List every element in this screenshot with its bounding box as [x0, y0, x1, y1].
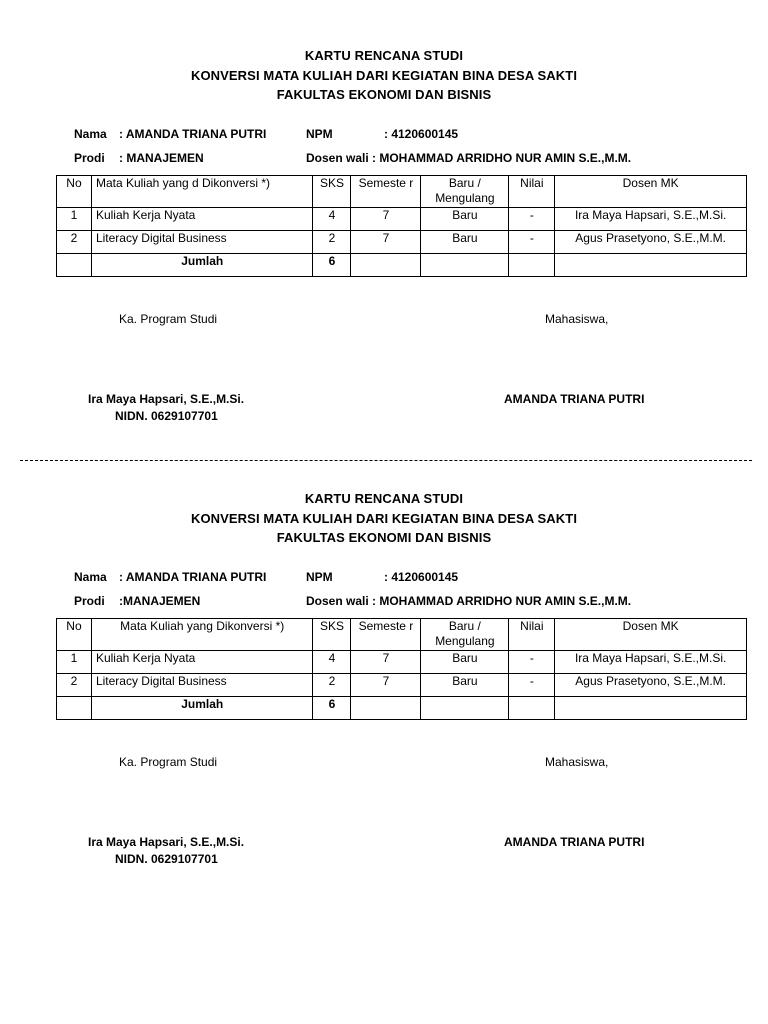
cell-no: 1	[57, 208, 92, 231]
prodi-value: :MANAJEMEN	[119, 594, 201, 608]
cell-semester: 7	[351, 208, 421, 231]
nama-value: : AMANDA TRIANA PUTRI	[119, 570, 267, 584]
header-sks: SKS	[313, 176, 351, 208]
table-row	[57, 208, 747, 231]
nama-label: Nama	[74, 570, 107, 584]
table-row	[57, 651, 747, 674]
header-dosen-mk: Dosen MK	[555, 176, 747, 208]
course-table	[56, 175, 747, 277]
cell-empty	[351, 254, 421, 277]
header-nilai: Nilai	[509, 619, 555, 651]
title-line-1: KARTU RENCANA STUDI	[304, 48, 464, 63]
npm-label: NPM	[306, 570, 333, 584]
cell-dosen: Ira Maya Hapsari, S.E.,M.Si.	[555, 651, 747, 674]
npm-value: : 4120600145	[384, 570, 459, 584]
title-line-2: KONVERSI MATA KULIAH DARI KEGIATAN BINA DESA SAKTI	[190, 67, 578, 83]
cell-status: Baru	[421, 208, 509, 231]
table-header-row	[57, 176, 747, 208]
mahasiswa-label: Mahasiswa,	[545, 755, 609, 769]
cell-empty	[421, 254, 509, 277]
cell-empty	[351, 697, 421, 720]
header-sks: SKS	[313, 619, 351, 651]
cell-sks: 2	[313, 231, 351, 254]
cell-no: 1	[57, 651, 92, 674]
cell-nilai: -	[509, 651, 555, 674]
table-row	[57, 231, 747, 254]
cell-no: 2	[57, 231, 92, 254]
cut-line-divider	[20, 460, 752, 461]
cell-nilai: -	[509, 208, 555, 231]
header-baru-mengulang: Baru / Mengulang	[421, 619, 509, 651]
kaprodi-nidn: NIDN. 0629107701	[115, 409, 218, 423]
cell-sks: 4	[313, 208, 351, 231]
cell-empty	[509, 697, 555, 720]
header-mata-kuliah: Mata Kuliah yang d Dikonversi *)	[91, 176, 313, 208]
npm-value: : 4120600145	[384, 127, 459, 141]
mahasiswa-label: Mahasiswa,	[545, 312, 609, 326]
cell-dosen: Ira Maya Hapsari, S.E.,M.Si.	[555, 208, 747, 231]
cell-mata-kuliah: Kuliah Kerja Nyata	[91, 651, 313, 674]
total-label: Jumlah	[91, 254, 313, 277]
title-line-1: KARTU RENCANA STUDI	[304, 491, 464, 506]
header-nilai: Nilai	[509, 176, 555, 208]
header-dosen-mk: Dosen MK	[555, 619, 747, 651]
cell-semester: 7	[351, 651, 421, 674]
title-line-3: FAKULTAS EKONOMI DAN BISNIS	[276, 530, 492, 545]
table-header-row	[57, 619, 747, 651]
cell-status: Baru	[421, 651, 509, 674]
cell-nilai: -	[509, 231, 555, 254]
cell-empty	[555, 697, 747, 720]
cell-empty	[57, 697, 92, 720]
cell-semester: 7	[351, 674, 421, 697]
dosen-wali: Dosen wali : MOHAMMAD ARRIDHO NUR AMIN S.E.,M.M.	[306, 594, 632, 608]
header-no: No	[57, 176, 92, 208]
mahasiswa-name: AMANDA TRIANA PUTRI	[504, 392, 645, 406]
cell-status: Baru	[421, 674, 509, 697]
cell-empty	[509, 254, 555, 277]
prodi-label: Prodi	[74, 151, 105, 165]
header-baru-mengulang: Baru / Mengulang	[421, 176, 509, 208]
cell-mata-kuliah: Literacy Digital Business	[91, 231, 313, 254]
nama-label: Nama	[74, 127, 107, 141]
kaprodi-label: Ka. Program Studi	[119, 755, 218, 769]
prodi-label: Prodi	[74, 594, 105, 608]
mahasiswa-name: AMANDA TRIANA PUTRI	[504, 835, 645, 849]
total-sks: 6	[313, 697, 351, 720]
nama-value: : AMANDA TRIANA PUTRI	[119, 127, 267, 141]
cell-status: Baru	[421, 231, 509, 254]
kaprodi-label: Ka. Program Studi	[119, 312, 218, 326]
kaprodi-nidn: NIDN. 0629107701	[115, 852, 218, 866]
title-line-3: FAKULTAS EKONOMI DAN BISNIS	[276, 87, 492, 102]
cell-no: 2	[57, 674, 92, 697]
npm-label: NPM	[306, 127, 333, 141]
total-sks: 6	[313, 254, 351, 277]
header-semester: Semeste r	[351, 619, 421, 651]
cell-sks: 4	[313, 651, 351, 674]
card-title	[0, 46, 768, 105]
table-total-row	[57, 697, 747, 720]
cell-semester: 7	[351, 231, 421, 254]
prodi-value: : MANAJEMEN	[119, 151, 204, 165]
dosen-wali: Dosen wali : MOHAMMAD ARRIDHO NUR AMIN S.E.,M.M.	[306, 151, 632, 165]
header-semester: Semeste r	[351, 176, 421, 208]
course-table	[56, 618, 747, 720]
title-line-2: KONVERSI MATA KULIAH DARI KEGIATAN BINA DESA SAKTI	[190, 510, 578, 526]
cell-empty	[555, 254, 747, 277]
card-title	[0, 489, 768, 548]
header-mata-kuliah: Mata Kuliah yang Dikonversi *)	[91, 619, 313, 651]
cell-dosen: Agus Prasetyono, S.E.,M.M.	[555, 231, 747, 254]
cell-mata-kuliah: Kuliah Kerja Nyata	[91, 208, 313, 231]
cell-empty	[421, 697, 509, 720]
cell-mata-kuliah: Literacy Digital Business	[91, 674, 313, 697]
cell-sks: 2	[313, 674, 351, 697]
kaprodi-name: Ira Maya Hapsari, S.E.,M.Si.	[88, 392, 245, 406]
cell-dosen: Agus Prasetyono, S.E.,M.M.	[555, 674, 747, 697]
total-label: Jumlah	[91, 697, 313, 720]
cell-nilai: -	[509, 674, 555, 697]
table-row	[57, 674, 747, 697]
header-no: No	[57, 619, 92, 651]
kaprodi-name: Ira Maya Hapsari, S.E.,M.Si.	[88, 835, 245, 849]
table-total-row	[57, 254, 747, 277]
cell-empty	[57, 254, 92, 277]
